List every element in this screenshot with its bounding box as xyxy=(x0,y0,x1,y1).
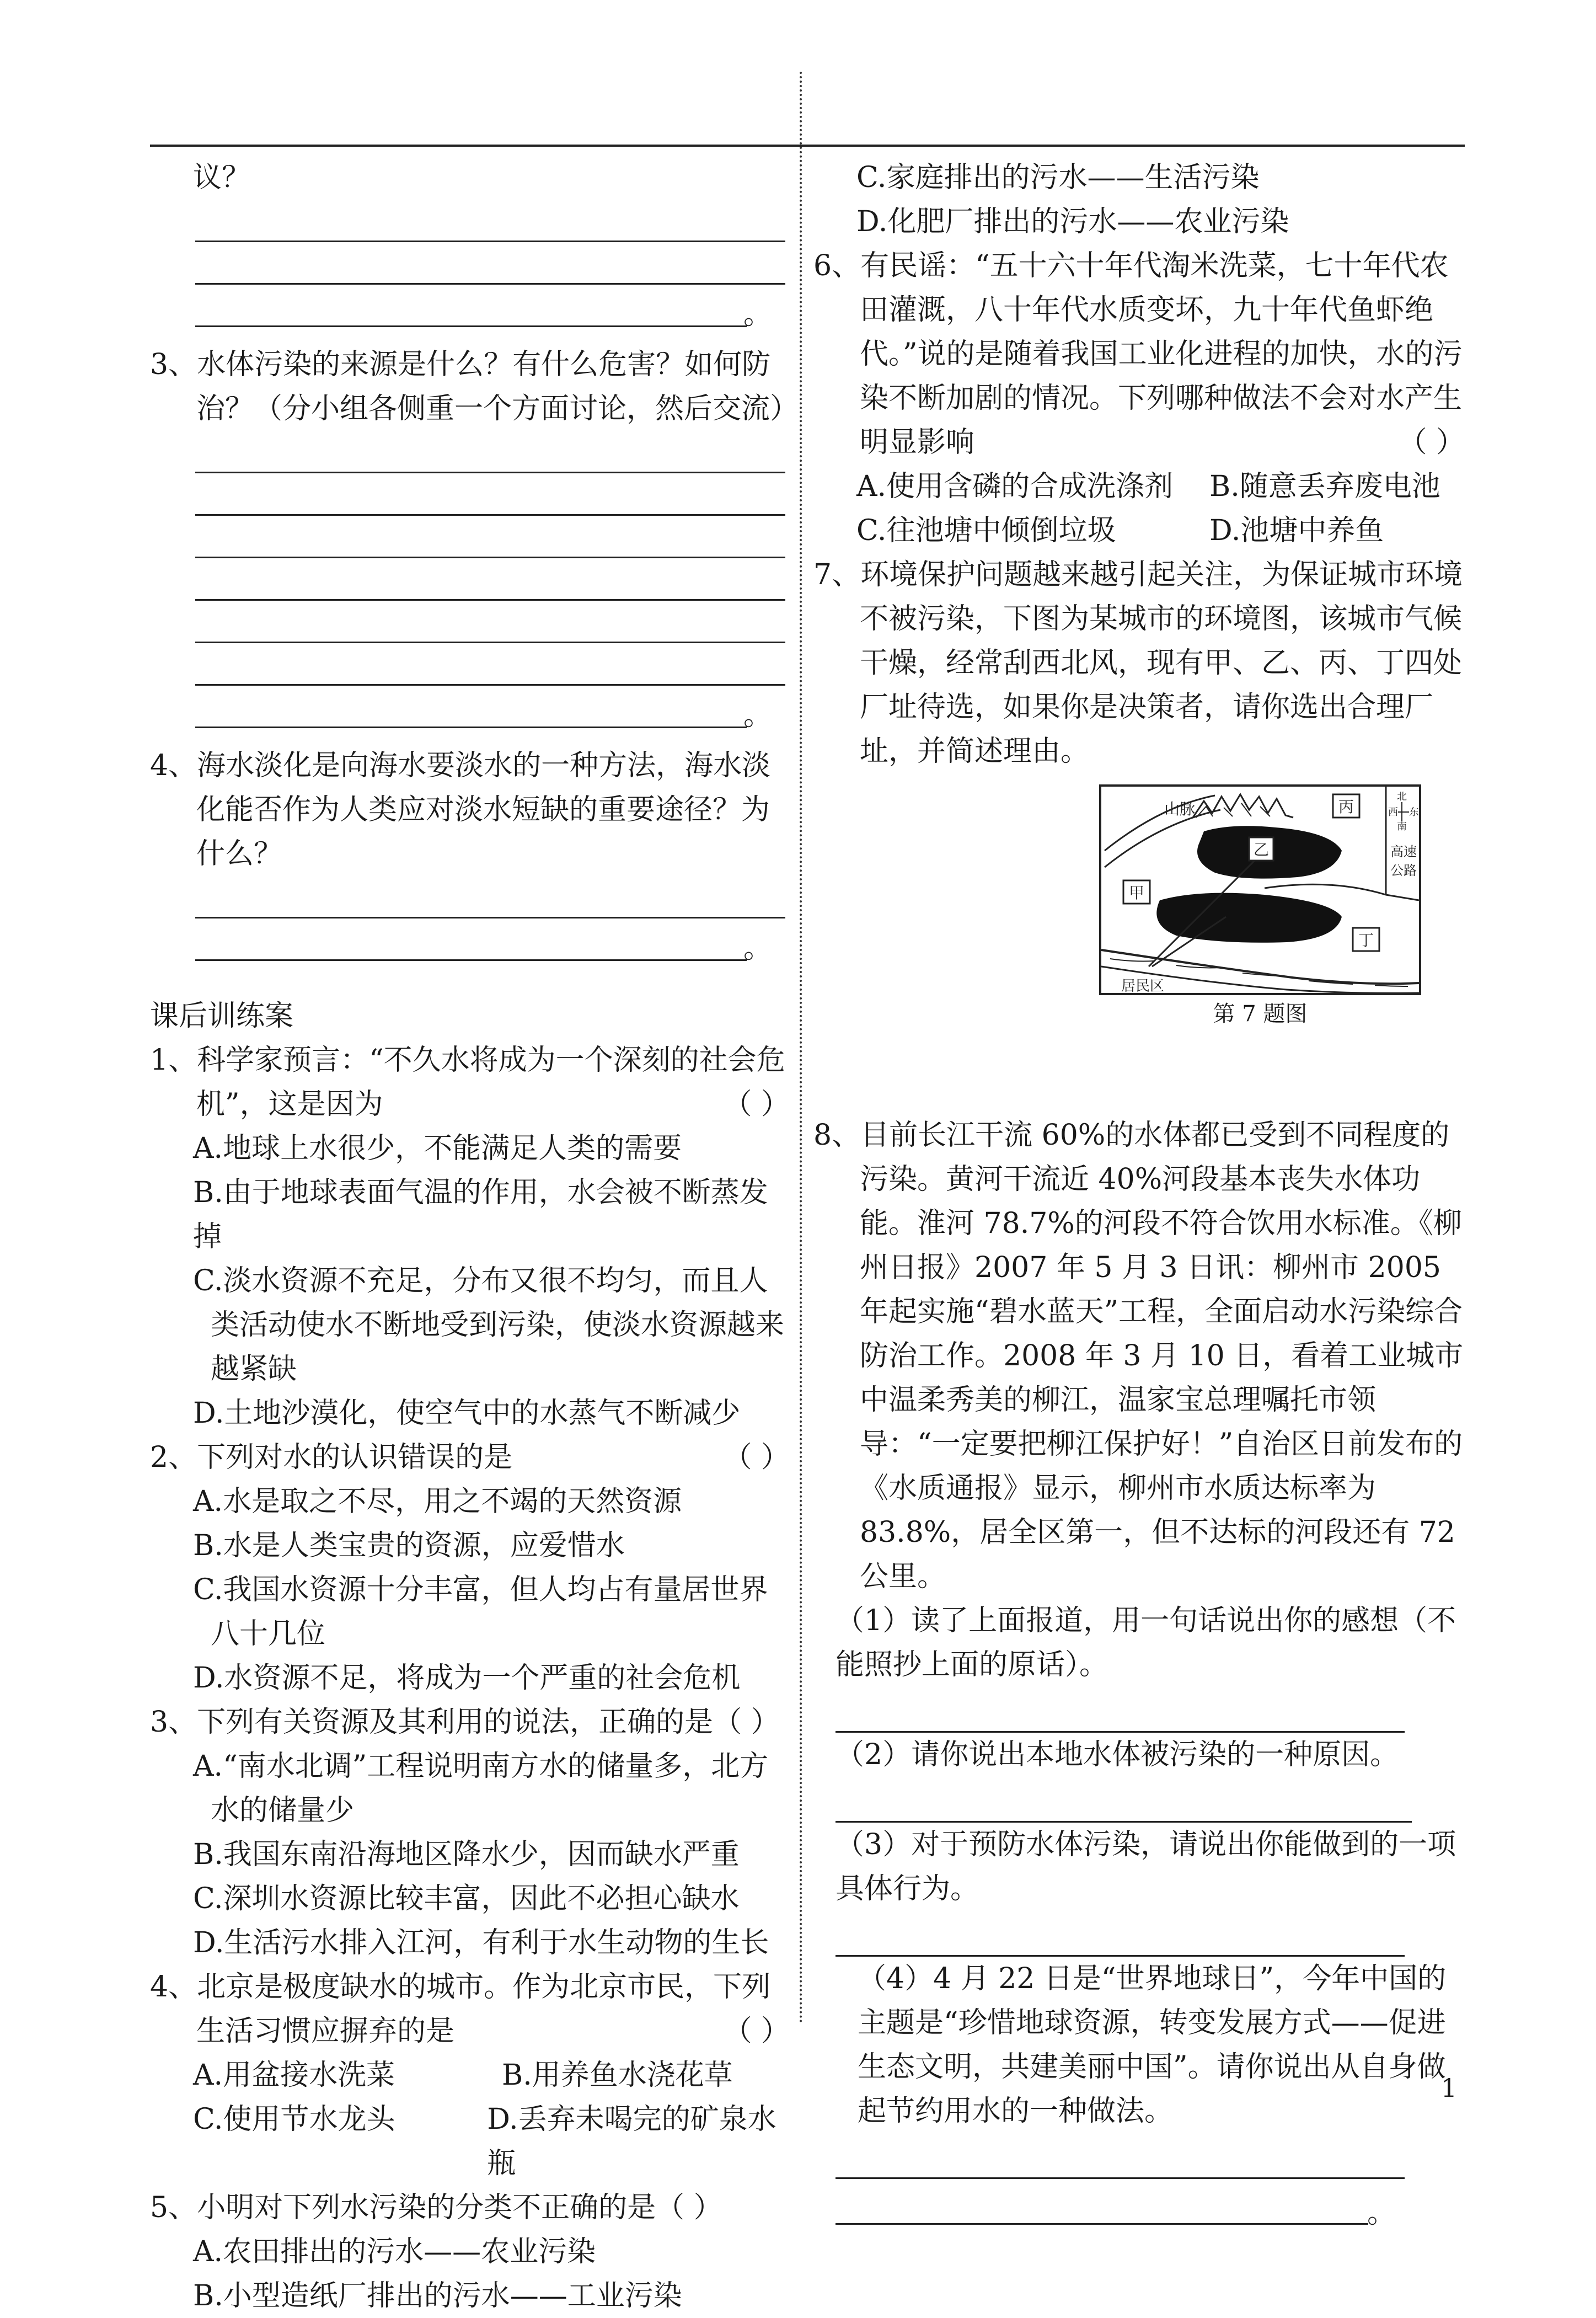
map-label-mountain: 山脉 xyxy=(1164,800,1196,818)
tq6-option-a[interactable]: A.使用含磷的合成洗涤剂 xyxy=(856,470,1174,503)
tq1-option-d[interactable]: D.土地沙漠化，使空气中的水蒸气不断减少 xyxy=(193,1397,741,1430)
q2-tail: 议？ xyxy=(193,161,251,194)
city-environment-map xyxy=(1099,784,1421,995)
tq6-option-c[interactable]: C.往池塘中倾倒垃圾 xyxy=(856,514,1116,547)
tq4 xyxy=(150,1965,790,2053)
tq6-option-b[interactable]: B.随意丢弃废电池 xyxy=(1209,470,1440,503)
tq4-option-b[interactable]: B.用养鱼水浇花草 xyxy=(502,2059,733,2092)
map-caption: 第 7 题图 xyxy=(1213,1001,1308,1027)
answer-line[interactable]: 。 xyxy=(836,2179,1368,2225)
column-divider xyxy=(800,72,802,2025)
tq8-stem: 8、目前长江干流 60%的水体都已受到不同程度的污染。黄河干流近 40%河段基本丧失水体功能。淮河 78.7%的河段不符合饮用水标准。《柳州日报》2007 年 5 月 3 日讯：柳州市 2005 年起实施“碧水蓝天”工程，全面启动水污染综合防治工作。2008 年 3 月 10 日，看着工业城市中温柔秀美的柳江，温家宝总理嘱托市领导：“一定要把柳江保护好！”自治区日前发布的《水质通报》显示，柳州市水质达标率为 83.8%，居全区第一，但不达标的河段还有 72 公里。 xyxy=(813,1119,1464,1593)
answer-paren[interactable]: （ ） xyxy=(713,1706,780,1739)
tq3 xyxy=(150,1700,790,1744)
answer-line[interactable] xyxy=(836,1687,1405,1733)
city-map-figure xyxy=(1099,784,1421,1030)
answer-paren[interactable]: （ ） xyxy=(656,2191,722,2224)
compass-north: 北 xyxy=(1397,791,1407,803)
answer-line[interactable]: 。 xyxy=(195,285,747,327)
tq6-options-row2 xyxy=(813,509,1465,553)
answer-paren[interactable]: （ ） xyxy=(723,2015,790,2048)
answer-line[interactable] xyxy=(836,1777,1412,1823)
tq4-option-a[interactable]: A.用盆接水洗菜 xyxy=(193,2059,395,2092)
right-column xyxy=(813,156,1465,2230)
header-rule xyxy=(150,145,1465,147)
tq8-sub1: （1）读了上面报道，用一句话说出你的感想（不能照抄上面的原话）。 xyxy=(836,1604,1456,1681)
tq6-option-d[interactable]: D.池塘中养鱼 xyxy=(1209,514,1384,547)
map-label-residential: 居民区 xyxy=(1121,978,1165,995)
tq1-option-c[interactable]: C.淡水资源不充足，分布又很不均匀，而且人类活动使水不断地受到污染，使淡水资源越来越紧缺 xyxy=(193,1264,785,1386)
tq5-option-d[interactable]: D.化肥厂排出的污水——农业污染 xyxy=(856,205,1289,238)
answer-line[interactable] xyxy=(195,200,785,242)
tq2 xyxy=(150,1435,790,1480)
answer-paren[interactable]: （ ） xyxy=(723,1088,790,1121)
q3-answer-lines xyxy=(195,431,790,732)
q2-answer-lines xyxy=(195,200,790,331)
tq3-stem: 3、下列有关资源及其利用的说法，正确的是（ ） xyxy=(150,1706,780,1739)
tq2-stem: 2、下列对水的认识错误的是 xyxy=(150,1441,513,1474)
answer-line[interactable] xyxy=(195,643,785,686)
q3-stem: 3、水体污染的来源是什么？有什么危害？如何防治？（分小组各侧重一个方面讨论，然后交流） xyxy=(150,348,799,425)
tq3-option-c[interactable]: C.深圳水资源比较丰富，因此不必担心缺水 xyxy=(193,1882,740,1915)
tq4-stem: 4、北京是极度缺水的城市。作为北京市民，下列生活习惯应摒弃的是 xyxy=(150,1970,771,2048)
tq2-option-c[interactable]: C.我国水资源十分丰富，但人均占有量居世界八十几位 xyxy=(193,1573,768,1651)
tq4-options-row2 xyxy=(150,2097,790,2186)
answer-line[interactable] xyxy=(836,1911,1405,1957)
answer-line[interactable] xyxy=(195,242,785,285)
q4-answer-lines xyxy=(195,876,790,965)
answer-line[interactable] xyxy=(195,473,785,516)
tq3-option-b[interactable]: B.我国东南沿海地区降水少，因而缺水严重 xyxy=(193,1838,740,1871)
answer-line[interactable] xyxy=(195,516,785,558)
answer-line[interactable] xyxy=(195,601,785,643)
tq6 xyxy=(813,244,1465,464)
tq2-option-d[interactable]: D.水资源不足，将成为一个严重的社会危机 xyxy=(193,1662,741,1695)
map-label-jia: 甲 xyxy=(1129,884,1145,902)
tq8-sub4: （4）4 月 22 日是“世界地球日”，今年中国的主题是“珍惜地球资源，转变发展方式——促进生态文明，共建美丽中国”。请你说出从自身做起节约用水的一种做法。 xyxy=(858,1962,1447,2128)
tq3-option-d[interactable]: D.生活污水排入江河，有利于水生动物的生长 xyxy=(193,1926,769,1959)
map-label-highway-2: 公路 xyxy=(1390,863,1417,878)
map-label-highway-1: 高速 xyxy=(1390,844,1417,859)
answer-line[interactable]: 。 xyxy=(195,686,747,728)
tq4-option-d[interactable]: D.丢弃未喝完的矿泉水瓶 xyxy=(487,2103,776,2180)
compass-east: 东 xyxy=(1409,807,1419,818)
tq2-option-a[interactable]: A.水是取之不尽，用之不竭的天然资源 xyxy=(193,1485,682,1518)
tq2-option-b[interactable]: B.水是人类宝贵的资源，应爱惜水 xyxy=(193,1529,625,1562)
tq5 xyxy=(150,2186,790,2230)
tq6-options-row1 xyxy=(813,464,1465,509)
tq6-stem: 6、有民谣：“五十六十年代淘米洗菜，七十年代农田灌溉，八十年代水质变坏，九十年代鱼虾绝代。”说的是随着我国工业化进程的加快，水的污染不断加剧的情况。下列哪种做法不会对水产生明显影响 xyxy=(813,249,1463,459)
answer-line[interactable]: 。 xyxy=(195,918,747,961)
tq1-stem: 1、科学家预言：“不久水将成为一个深刻的社会危机”，这是因为 xyxy=(150,1044,785,1121)
page-number: 1 xyxy=(1440,2073,1457,2103)
tq5-option-a[interactable]: A.农田排出的污水——农业污染 xyxy=(193,2235,596,2268)
answer-line[interactable] xyxy=(195,558,785,601)
tq8-sub2: （2）请你说出本地水体被污染的一种原因。 xyxy=(836,1738,1399,1771)
tq5-stem: 5、小明对下列水污染的分类不正确的是（ ） xyxy=(150,2191,722,2224)
map-label-ding: 丁 xyxy=(1358,931,1374,949)
map-label-bing: 丙 xyxy=(1338,798,1354,816)
tq4-option-c[interactable]: C.使用节水龙头 xyxy=(193,2103,395,2136)
tq1-option-b[interactable]: B.由于地球表面气温的作用，水会被不断蒸发掉 xyxy=(193,1176,768,1253)
section-title: 课后训练案 xyxy=(150,1000,294,1033)
tq4-options-row1 xyxy=(150,2053,790,2097)
compass-south: 南 xyxy=(1397,821,1407,832)
tq3-option-a[interactable]: A.“南水北调”工程说明南方水的储量多，北方水的储量少 xyxy=(193,1750,769,1827)
left-column xyxy=(150,156,799,2318)
tq8-sub3: （3）对于预防水体污染，请说出你能做到的一项具体行为。 xyxy=(836,1828,1456,1905)
answer-paren[interactable]: （ ） xyxy=(1398,426,1465,459)
answer-line[interactable] xyxy=(195,876,785,918)
answer-paren[interactable]: （ ） xyxy=(723,1441,790,1474)
compass-west: 西 xyxy=(1388,807,1398,818)
tq5-option-c[interactable]: C.家庭排出的污水——生活污染 xyxy=(856,161,1260,194)
tq1-option-a[interactable]: A.地球上水很少，不能满足人类的需要 xyxy=(193,1132,682,1165)
tq5-option-b[interactable]: B.小型造纸厂排出的污水——工业污染 xyxy=(193,2279,682,2312)
answer-line[interactable] xyxy=(836,2133,1405,2179)
tq7-stem: 7、环境保护问题越来越引起关注，为保证城市环境不被污染，下图为某城市的环境图，该城市气候干燥，经常刮西北风，现有甲、乙、丙、丁四处厂址待选，如果你是决策者，请你选出合理厂址，并简述理由。 xyxy=(813,558,1463,768)
tq1 xyxy=(150,1038,790,1126)
answer-line[interactable] xyxy=(195,431,785,473)
map-label-yi: 乙 xyxy=(1254,841,1270,859)
q4-stem: 4、海水淡化是向海水要淡水的一种方法，海水淡化能否作为人类应对淡水短缺的重要途径？为什么？ xyxy=(150,749,771,870)
